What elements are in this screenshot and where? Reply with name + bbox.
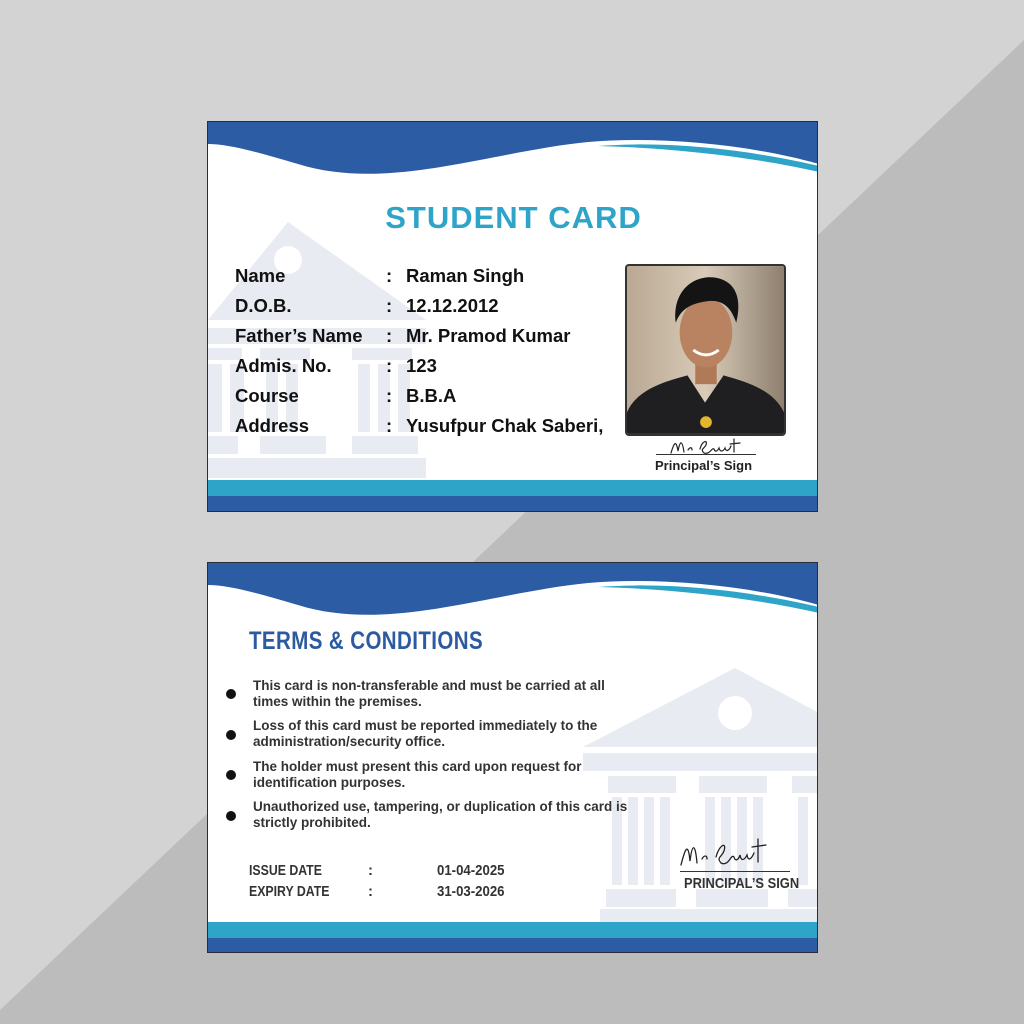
term-item: This card is non-transferable and must be carried at all times within the premises. bbox=[253, 678, 605, 709]
field-label-name: Name bbox=[235, 265, 286, 286]
field-separator: : bbox=[386, 265, 393, 286]
card-title: STUDENT CARD bbox=[385, 200, 642, 235]
field-label-course: Course bbox=[235, 385, 299, 406]
bullet-dot bbox=[226, 811, 236, 821]
field-label-admission: Admis. No. bbox=[235, 355, 332, 376]
date-separator: : bbox=[368, 883, 373, 900]
field-value-father: Mr. Pramod Kumar bbox=[406, 325, 571, 346]
issue-date-label: ISSUE DATE bbox=[249, 862, 322, 879]
term-item: Loss of this card must be reported immediately to the administration/security office. bbox=[253, 718, 598, 749]
bullet-dot bbox=[226, 689, 236, 699]
sign-caption: Principal’s Sign bbox=[655, 458, 753, 473]
field-separator: : bbox=[386, 295, 393, 316]
field-label-address: Address bbox=[235, 415, 310, 436]
building-watermark-icon bbox=[208, 222, 426, 478]
field-separator: : bbox=[386, 325, 393, 346]
term-item: The holder must present this card upon request for identification purposes. bbox=[253, 759, 582, 790]
field-separator: : bbox=[386, 415, 393, 436]
signature-line bbox=[656, 454, 756, 455]
issue-date-value: 01-04-2025 bbox=[437, 862, 505, 879]
field-separator: : bbox=[386, 355, 393, 376]
id-card-front bbox=[207, 121, 818, 512]
bullet-dot bbox=[226, 730, 236, 740]
field-label-dob: D.O.B. bbox=[235, 295, 292, 316]
field-label-father: Father’s Name bbox=[235, 325, 363, 346]
signature-line bbox=[680, 871, 790, 872]
date-separator: : bbox=[368, 862, 373, 879]
id-card-back bbox=[207, 562, 818, 953]
term-item: Unauthorized use, tampering, or duplication of this card is strictly prohibited. bbox=[253, 799, 628, 830]
signature-icon bbox=[678, 835, 768, 869]
terms-title: TERMS & CONDITIONS bbox=[249, 627, 484, 655]
sign-caption: PRINCIPAL’S SIGN bbox=[684, 875, 800, 892]
field-separator: : bbox=[386, 385, 393, 406]
student-photo bbox=[625, 264, 786, 436]
field-value-course: B.B.A bbox=[406, 385, 457, 406]
field-value-address: Yusufpur Chak Saberi, bbox=[406, 415, 604, 436]
expiry-date-value: 31-03-2026 bbox=[437, 883, 505, 900]
field-value-name: Raman Singh bbox=[406, 265, 525, 286]
bullet-dot bbox=[226, 770, 236, 780]
expiry-date-label: EXPIRY DATE bbox=[249, 883, 330, 900]
field-value-dob: 12.12.2012 bbox=[406, 295, 499, 316]
field-value-admission: 123 bbox=[406, 355, 437, 376]
